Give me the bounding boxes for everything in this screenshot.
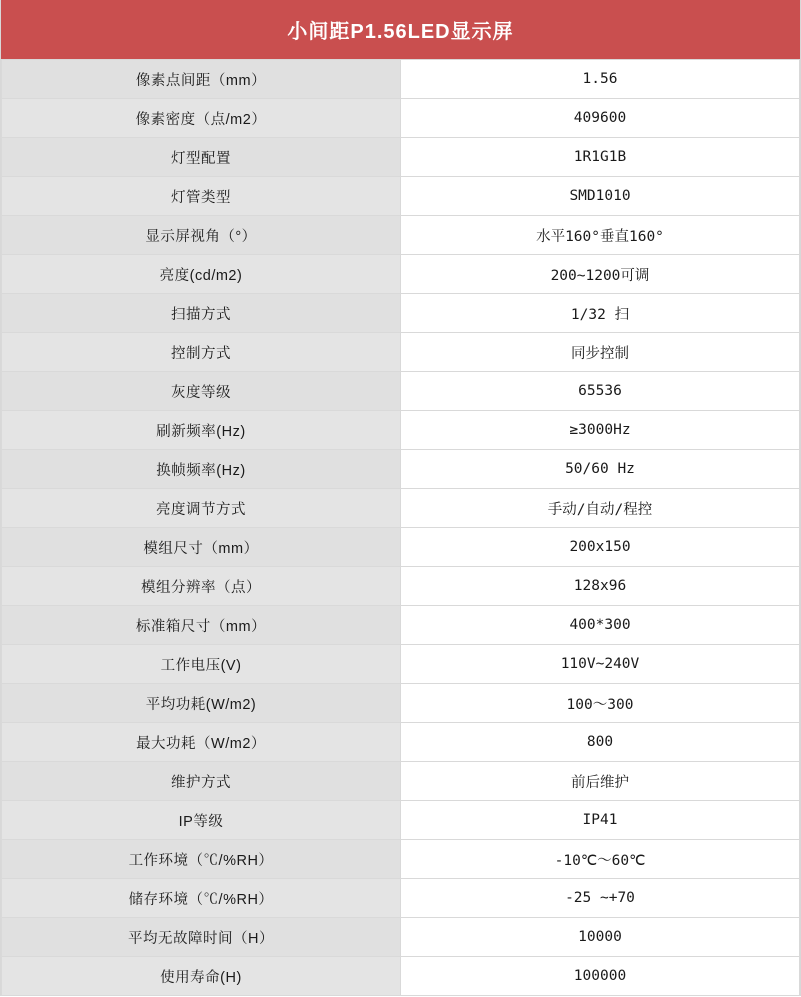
parameter-value: 水平160°垂直160° — [401, 216, 800, 255]
parameter-value: 100000 — [401, 957, 800, 996]
parameter-value: -10℃～60℃ — [401, 840, 800, 879]
parameter-value: 1R1G1B — [401, 138, 800, 177]
parameter-name: 工作电压(V) — [2, 645, 401, 684]
table-row — [2, 528, 800, 567]
parameter-name: 灯型配置 — [2, 138, 401, 177]
parameter-value: 128x96 — [401, 567, 800, 606]
parameter-value: ≥3000Hz — [401, 411, 800, 450]
table-row — [2, 177, 800, 216]
specification-table — [1, 59, 800, 996]
table-row — [2, 216, 800, 255]
table-row — [2, 645, 800, 684]
parameter-value: 同步控制 — [401, 333, 800, 372]
table-row — [2, 333, 800, 372]
page-title: 小间距P1.56LED显示屏 — [1, 0, 800, 59]
parameter-name: 灯管类型 — [2, 177, 401, 216]
parameter-name: 扫描方式 — [2, 294, 401, 333]
table-row — [2, 606, 800, 645]
parameter-name: 模组尺寸（mm） — [2, 528, 401, 567]
parameter-value: 1/32 扫 — [401, 294, 800, 333]
parameter-value: 200x150 — [401, 528, 800, 567]
table-row — [2, 60, 800, 99]
table-row — [2, 567, 800, 606]
table-row — [2, 918, 800, 957]
parameter-value: 800 — [401, 723, 800, 762]
table-row — [2, 255, 800, 294]
table-row — [2, 450, 800, 489]
parameter-name: 平均功耗(W/m2) — [2, 684, 401, 723]
parameter-value: 手动/自动/程控 — [401, 489, 800, 528]
parameter-name: 显示屏视角（°） — [2, 216, 401, 255]
table-row — [2, 957, 800, 996]
parameter-value: 100～300 — [401, 684, 800, 723]
parameter-name: 最大功耗（W/m2） — [2, 723, 401, 762]
parameter-value: 前后维护 — [401, 762, 800, 801]
parameter-name: 维护方式 — [2, 762, 401, 801]
parameter-name: 像素密度（点/m2） — [2, 99, 401, 138]
table-row — [2, 879, 800, 918]
parameter-name: 像素点间距（mm） — [2, 60, 401, 99]
parameter-value: SMD1010 — [401, 177, 800, 216]
parameter-value: 65536 — [401, 372, 800, 411]
table-row — [2, 489, 800, 528]
table-row — [2, 684, 800, 723]
parameter-name: 控制方式 — [2, 333, 401, 372]
parameter-value: -25 ~+70 — [401, 879, 800, 918]
table-row — [2, 138, 800, 177]
parameter-name: IP等级 — [2, 801, 401, 840]
parameter-name: 工作环境（℃/%RH） — [2, 840, 401, 879]
table-row — [2, 762, 800, 801]
table-row — [2, 99, 800, 138]
parameter-value: 1.56 — [401, 60, 800, 99]
parameter-name: 换帧频率(Hz) — [2, 450, 401, 489]
parameter-value: 400*300 — [401, 606, 800, 645]
parameter-name: 储存环境（℃/%RH） — [2, 879, 401, 918]
parameter-name: 灰度等级 — [2, 372, 401, 411]
specification-table-body — [2, 60, 800, 996]
parameter-value: 409600 — [401, 99, 800, 138]
table-row — [2, 723, 800, 762]
parameter-name: 使用寿命(H) — [2, 957, 401, 996]
parameter-value: IP41 — [401, 801, 800, 840]
table-row — [2, 801, 800, 840]
parameter-name: 平均无故障时间（H） — [2, 918, 401, 957]
parameter-value: 110V~240V — [401, 645, 800, 684]
parameter-value: 10000 — [401, 918, 800, 957]
table-row — [2, 372, 800, 411]
parameter-name: 标准箱尺寸（mm） — [2, 606, 401, 645]
table-row — [2, 840, 800, 879]
parameter-name: 亮度(cd/m2) — [2, 255, 401, 294]
parameter-name: 亮度调节方式 — [2, 489, 401, 528]
parameter-name: 模组分辨率（点） — [2, 567, 401, 606]
parameter-name: 刷新频率(Hz) — [2, 411, 401, 450]
table-row — [2, 294, 800, 333]
parameter-value: 50/60 Hz — [401, 450, 800, 489]
parameter-value: 200~1200可调 — [401, 255, 800, 294]
table-row — [2, 411, 800, 450]
